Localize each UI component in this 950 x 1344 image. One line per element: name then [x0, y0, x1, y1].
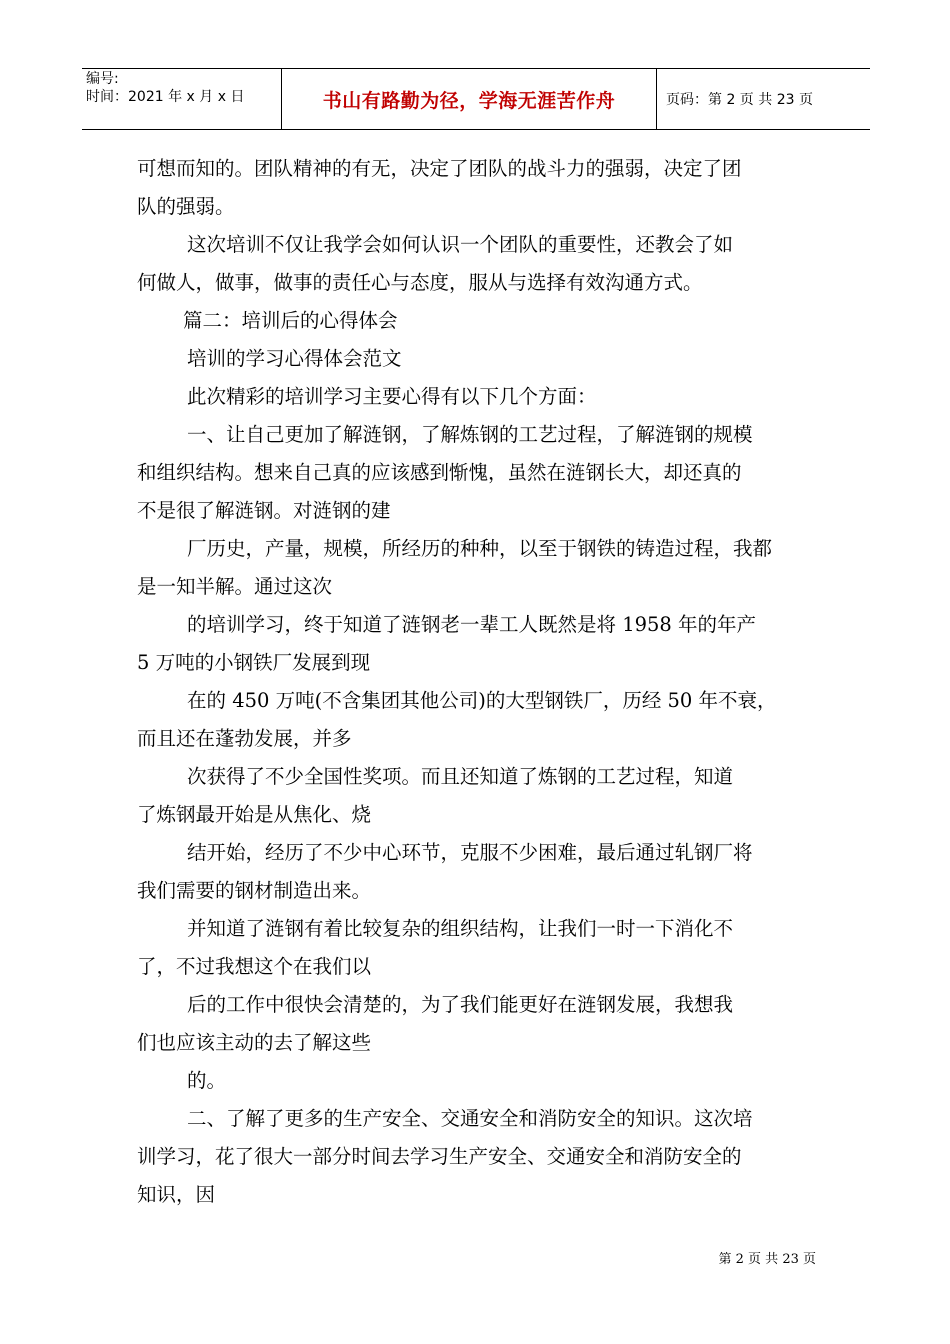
body-line: 何做人，做事，做事的责任心与态度，服从与选择有效沟通方式。 [137, 271, 703, 294]
body-line: 训学习，花了很大一部分时间去学习生产安全、交通安全和消防安全的 [137, 1145, 742, 1168]
body-line: 5 万吨的小钢铁厂发展到现 [137, 651, 371, 674]
header-motto-cell [281, 69, 657, 129]
header-page-info: 页码：第 2 页 共 23 页 [666, 92, 813, 108]
body-line: 不是很了解涟钢。对涟钢的建 [137, 499, 391, 522]
body-line: 可想而知的。团队精神的有无，决定了团队的战斗力的强弱，决定了团 [137, 157, 742, 180]
body-line: 并知道了涟钢有着比较复杂的组织结构，让我们一时一下消化不 [187, 917, 734, 940]
body-line: 队的强弱。 [137, 195, 235, 218]
body-line: 二、了解了更多的生产安全、交通安全和消防安全的知识。这次培 [187, 1107, 753, 1130]
body-line: 是一知半解。通过这次 [137, 575, 333, 598]
body-line: 的培训学习，终于知道了涟钢老一辈工人既然是将 1958 年的年产 [187, 613, 757, 636]
body-line: 此次精彩的培训学习主要心得有以下几个方面： [187, 385, 597, 408]
body-line: 这次培训不仅让我学会如何认识一个团队的重要性，还教会了如 [187, 233, 734, 256]
body-line: 后的工作中很快会清楚的，为了我们能更好在涟钢发展，我想我 [187, 993, 734, 1016]
body-line: 培训的学习心得体会范文 [187, 347, 402, 370]
body-line: 的。 [187, 1069, 227, 1092]
document-date: 时间：2021 年 x 月 x 日 [86, 89, 245, 105]
document-header [82, 68, 870, 130]
header-motto: 书山有路勤为径，学海无涯苦作舟 [322, 90, 616, 112]
body-line: 们也应该主动的去了解这些 [137, 1031, 372, 1054]
body-line: 结开始，经历了不少中心环节，克服不少困难，最后通过轧钢厂将 [187, 841, 753, 864]
body-line: 次获得了不少全国性奖项。而且还知道了炼钢的工艺过程，知道 [187, 765, 734, 788]
body-line: 而且还在蓬勃发展，并多 [137, 727, 352, 750]
section-heading: 篇二：培训后的心得体会 [183, 309, 398, 332]
body-line: 在的 450 万吨(不含集团其他公司)的大型钢铁厂，历经 50 年不衰， [187, 689, 777, 712]
header-page-cell [656, 69, 870, 129]
body-line: 一、让自己更加了解涟钢，了解炼钢的工艺过程，了解涟钢的规模 [187, 423, 753, 446]
page-footer: 第 2 页 共 23 页 [718, 1252, 816, 1267]
body-line: 我们需要的钢材制造出来。 [137, 879, 372, 902]
body-line: 了，不过我想这个在我们以 [137, 955, 372, 978]
body-line: 厂历史，产量，规模，所经历的种种，以至于钢铁的铸造过程，我都 [187, 537, 773, 560]
body-line: 知识，因 [137, 1183, 216, 1206]
body-line: 了炼钢最开始是从焦化、烧 [137, 803, 372, 826]
document-number-label: 编号: [86, 71, 119, 87]
header-meta-cell [82, 69, 281, 129]
body-line: 和组织结构。想来自己真的应该感到惭愧，虽然在涟钢长大，却还真的 [137, 461, 742, 484]
